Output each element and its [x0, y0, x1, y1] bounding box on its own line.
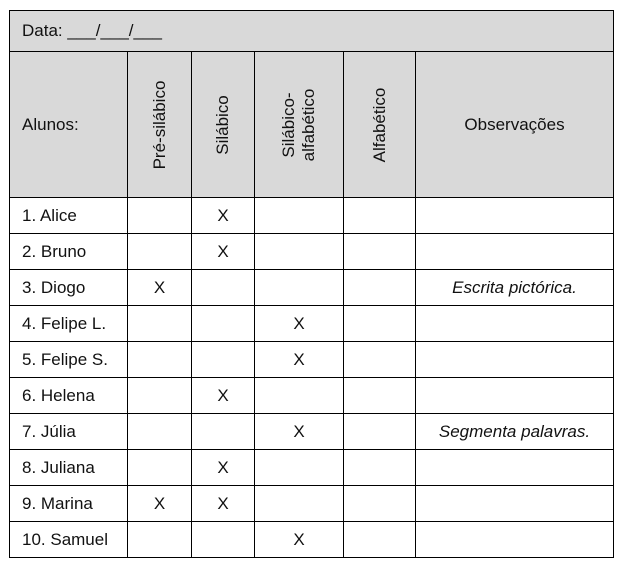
silabico-alfabetico-mark: X	[255, 414, 344, 450]
student-name: 8. Juliana	[10, 450, 128, 486]
silabico-alfabetico-header	[255, 52, 344, 198]
student-name: 9. Marina	[10, 486, 128, 522]
observation	[416, 486, 614, 522]
date-row	[10, 11, 614, 52]
table-row	[10, 378, 614, 414]
silabico-alfabetico-mark: X	[255, 306, 344, 342]
alfabetico-mark	[344, 378, 416, 414]
pre-silabico-mark	[128, 414, 192, 450]
observation	[416, 198, 614, 234]
student-name: 2. Bruno	[10, 234, 128, 270]
silabico-mark: X	[192, 450, 255, 486]
student-assessment-table	[9, 10, 614, 558]
pre-silabico-mark: X	[128, 486, 192, 522]
silabico-alfabetico-mark: X	[255, 342, 344, 378]
alfabetico-mark	[344, 414, 416, 450]
alfabetico-label: Alfabético	[369, 87, 389, 162]
silabico-label: Silábico	[213, 94, 232, 155]
alfabetico-header	[344, 52, 416, 198]
student-name: 3. Diogo	[10, 270, 128, 306]
silabico-header	[192, 52, 255, 198]
silabico-alfabetico-mark: X	[255, 522, 344, 558]
table-row	[10, 486, 614, 522]
observation	[416, 306, 614, 342]
students-header: Alunos:	[10, 52, 128, 198]
silabico-alfabetico-mark	[255, 450, 344, 486]
alfabetico-mark	[344, 450, 416, 486]
silabico-mark	[192, 414, 255, 450]
alfabetico-mark	[344, 522, 416, 558]
table-row	[10, 342, 614, 378]
silabico-mark	[192, 342, 255, 378]
table-row	[10, 234, 614, 270]
silabico-alfabetico-mark	[255, 378, 344, 414]
pre-silabico-label: Pré-silábico	[149, 80, 169, 169]
observacoes-header: Observações	[416, 52, 614, 198]
header-row	[10, 52, 614, 198]
silabico-mark: X	[192, 486, 255, 522]
silabico-alfabetico-label: Silábico-alfabético	[279, 88, 318, 161]
silabico-mark: X	[192, 378, 255, 414]
observation	[416, 522, 614, 558]
alfabetico-mark	[344, 342, 416, 378]
pre-silabico-mark	[128, 198, 192, 234]
pre-silabico-mark	[128, 522, 192, 558]
observation	[416, 378, 614, 414]
silabico-alfabetico-mark	[255, 486, 344, 522]
alfabetico-mark	[344, 270, 416, 306]
pre-silabico-header	[128, 52, 192, 198]
silabico-alfabetico-mark	[255, 234, 344, 270]
student-name: 1. Alice	[10, 198, 128, 234]
alfabetico-mark	[344, 306, 416, 342]
date-field: Data: ___/___/___	[10, 11, 614, 52]
student-name: 5. Felipe S.	[10, 342, 128, 378]
silabico-mark	[192, 270, 255, 306]
silabico-alfabetico-mark	[255, 198, 344, 234]
silabico-mark: X	[192, 198, 255, 234]
table-row	[10, 198, 614, 234]
table-row	[10, 450, 614, 486]
student-name: 6. Helena	[10, 378, 128, 414]
observation: Escrita pictórica.	[416, 270, 614, 306]
silabico-mark	[192, 306, 255, 342]
pre-silabico-mark	[128, 306, 192, 342]
alfabetico-mark	[344, 234, 416, 270]
alfabetico-mark	[344, 486, 416, 522]
table-row	[10, 414, 614, 450]
table-row	[10, 306, 614, 342]
table-row	[10, 522, 614, 558]
pre-silabico-mark	[128, 378, 192, 414]
pre-silabico-mark	[128, 342, 192, 378]
silabico-alfabetico-mark	[255, 270, 344, 306]
student-name: 7. Júlia	[10, 414, 128, 450]
pre-silabico-mark	[128, 234, 192, 270]
table-row	[10, 270, 614, 306]
pre-silabico-mark	[128, 450, 192, 486]
pre-silabico-mark: X	[128, 270, 192, 306]
alfabetico-mark	[344, 198, 416, 234]
observation	[416, 450, 614, 486]
student-name: 4. Felipe L.	[10, 306, 128, 342]
silabico-mark: X	[192, 234, 255, 270]
observation	[416, 234, 614, 270]
observation: Segmenta palavras.	[416, 414, 614, 450]
student-name: 10. Samuel	[10, 522, 128, 558]
silabico-mark	[192, 522, 255, 558]
observation	[416, 342, 614, 378]
